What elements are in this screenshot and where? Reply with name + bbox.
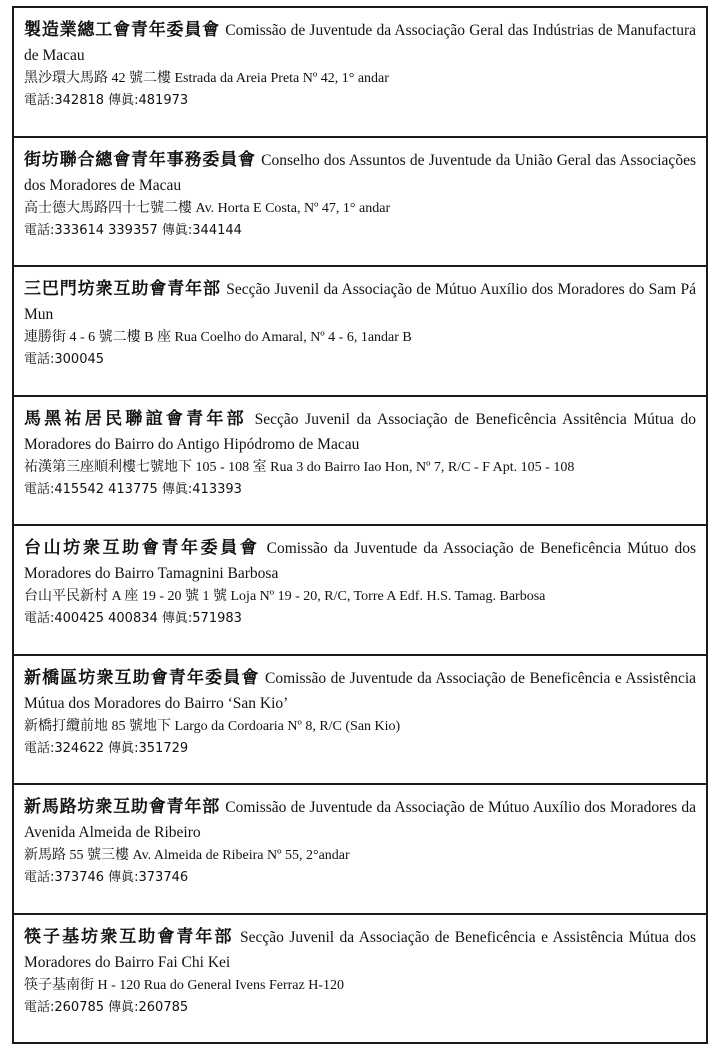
entry-heading (24, 18, 696, 68)
entry-phone: 電話:260785 傳眞:260785 (24, 999, 189, 1015)
entry-address: 祐漢第三座順利樓七號地下 105 - 108 室 Rua 3 do Bairro Iao Hon, Nº 7, R/C - F Apt. 105 - 108 (24, 459, 575, 475)
entry-heading (24, 148, 696, 198)
entry-chinese-name: 製造業總工會青年委員會 (24, 20, 220, 40)
directory-entry (14, 397, 706, 527)
entry-portuguese-name: Conselho dos Assuntos de Juventude da União Geral das Associações dos Moradores de Macau (24, 151, 696, 194)
entry-phone: 電話:300045 (24, 352, 105, 367)
entry-portuguese-name: Secção Juvenil da Associação de Mútuo Auxílio dos Moradores do Sam Pá Mun (24, 281, 696, 323)
entry-chinese-name: 新橋區坊衆互助會青年委員會 (24, 667, 260, 688)
entry-portuguese-name: Comissão da Juventude da Associação de Beneficência Mútuo dos Moradores do Bairro Tamagnini Barbosa (24, 540, 697, 582)
directory-entry (14, 915, 706, 1043)
entry-heading (24, 407, 696, 457)
entry-phone: 電話:373746 傳眞:373746 (24, 870, 189, 885)
entry-address: 連勝街 4 - 6 號二樓 B 座 Rua Coelho do Amaral, Nº 4 - 6, 1andar B (24, 330, 412, 345)
entry-address: 台山平民新村 A 座 19 - 20 號 1 號 Loja Nº 19 - 20, R/C, Torre A Edf. H.S. Tamag. Barbosa (24, 589, 546, 604)
entry-address: 新馬路 55 號三樓 Av. Almeida de Ribeira Nº 55, 2°andar (24, 848, 350, 863)
entry-chinese-name: 台山坊衆互助會青年委員會 (24, 538, 260, 558)
entry-address: 新橋打纜前地 85 號地下 Largo da Cordoaria Nº 8, R/C (San Kio) (24, 718, 401, 734)
entry-phone: 電話:333614 339357 傳眞:344144 (24, 222, 242, 238)
entry-chinese-name: 新馬路坊衆互助會青年部 (24, 797, 221, 817)
entry-address: 高士德大馬路四十七號二樓 Av. Horta E Costa, Nº 47, 1° andar (24, 200, 391, 216)
entry-phone: 電話:415542 413775 傳眞:413393 (24, 481, 242, 497)
entry-heading (24, 666, 696, 716)
entry-heading (24, 925, 696, 975)
entry-heading (24, 277, 696, 327)
entry-chinese-name: 三巴門坊衆互助會青年部 (24, 279, 221, 299)
entry-phone: 電話:400425 400834 傳眞:571983 (24, 611, 242, 626)
entry-chinese-name: 馬黑祐居民聯誼會青年部 (24, 408, 247, 429)
entry-address: 筷子基南街 H - 120 Rua do General Ivens Ferraz H-120 (24, 977, 344, 993)
entry-portuguese-name: Comissão de Juventude da Associação de Mútuo Auxílio dos Moradores da Avenida Almeida de Ribeiro (24, 799, 696, 841)
directory-entry (14, 656, 706, 786)
entry-phone: 電話:324622 傳眞:351729 (24, 740, 189, 756)
directory-entry (14, 138, 706, 268)
directory-entry (14, 526, 706, 656)
entry-portuguese-name: Comissão de Juventude da Associação Geral das Indústrias de Manufactura de Macau (24, 22, 696, 64)
entry-phone: 電話:342818 傳眞:481973 (24, 93, 189, 108)
directory-entry (14, 8, 706, 138)
entry-heading (24, 536, 696, 586)
entry-portuguese-name: Secção Juvenil da Associação de Beneficência Assitência Mútua do Moradores do Bairro do Antigo Hipódromo de Macau (24, 410, 696, 453)
entry-address: 黑沙環大馬路 42 號二樓 Estrada da Areia Preta Nº 42, 1° andar (24, 71, 389, 86)
directory-entry (14, 785, 706, 915)
entry-chinese-name: 筷子基坊衆互助會青年部 (24, 926, 234, 947)
entry-portuguese-name: Comissão de Juventude da Associação de Beneficência e Assistência Mútua dos Moradores do Bairro ‘San Kio’ (24, 669, 697, 712)
entry-chinese-name: 街坊聯合總會青年事務委員會 (24, 149, 256, 170)
entry-heading (24, 795, 696, 845)
directory-page (12, 6, 708, 1044)
directory-entry (14, 267, 706, 397)
entry-portuguese-name: Secção Juvenil da Associação de Beneficência e Assistência Mútua dos Moradores do Bairro Fai Chi Kei (24, 928, 697, 971)
